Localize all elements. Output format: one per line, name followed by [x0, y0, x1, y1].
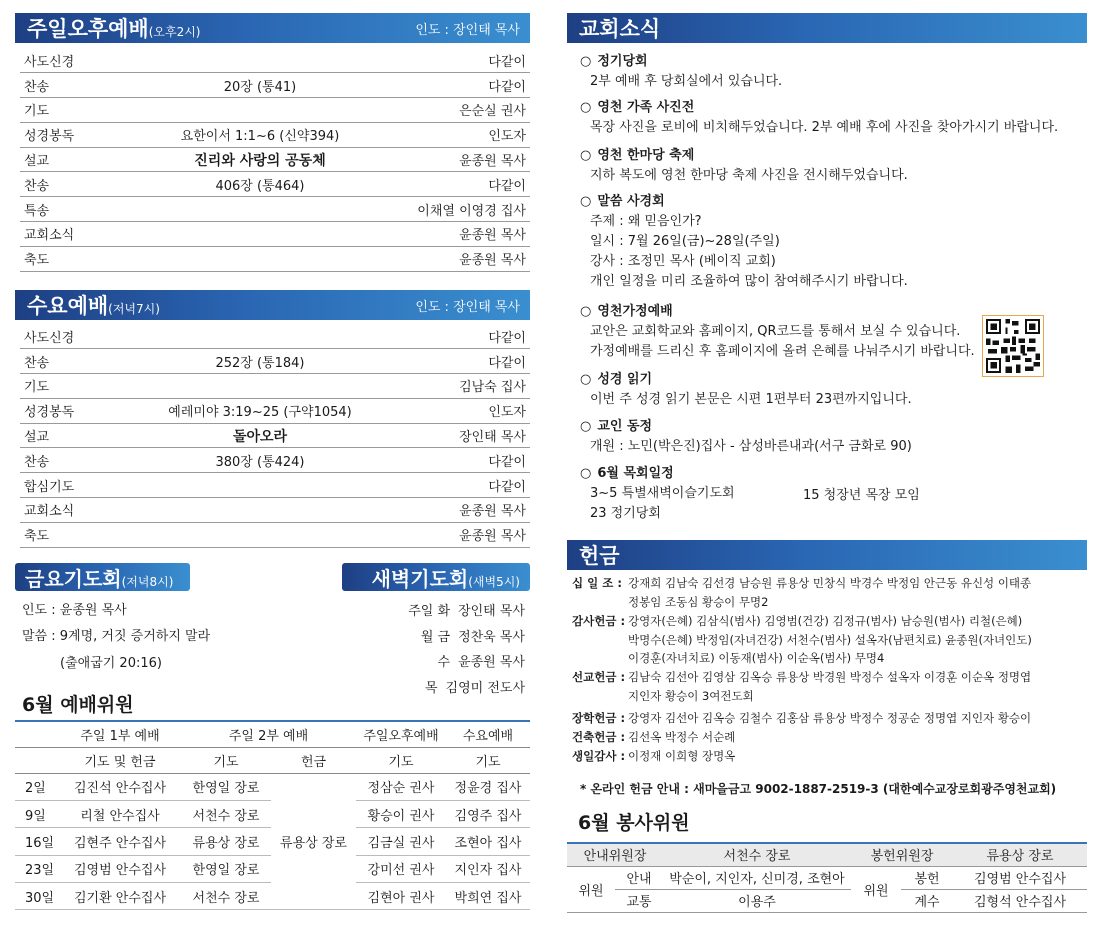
roster-head-sun2: 주일 2부 예배	[181, 721, 356, 747]
order-person: 윤종원 목사	[380, 147, 530, 172]
offering-line	[572, 612, 1032, 631]
dawn-row	[380, 674, 525, 700]
order-content: 요한이서 1:1~6 (신약394)	[140, 122, 380, 147]
dawn-person: 윤종원 목사	[458, 655, 525, 671]
order-row	[20, 398, 530, 423]
dawn-schedule	[380, 597, 525, 699]
order-person: 인도자	[380, 122, 530, 147]
roster-row	[15, 773, 530, 800]
offering-names: 강재희 김남숙 김선경 남승원 류용상 민창식 박경수 박정임 안근동 유신성 이태종	[628, 576, 1032, 590]
dawn-day: 월 금	[420, 629, 451, 645]
news-item-line: 개원 : 노민(박은진)집사 - 삼성바른내과(서구 금화로 90)	[590, 439, 912, 454]
service-role: 계수	[901, 889, 953, 912]
online-offering-notice: * 온라인 헌금 안내 : 새마을금고 9002-1887-2519-3 (대한예수교장로회광주영천교회)	[580, 782, 1057, 796]
offering-label: 건축헌금 :	[572, 730, 626, 744]
roster-head-sunpm: 주일오후예배	[356, 721, 446, 747]
order-item: 성경봉독	[20, 122, 140, 147]
roster-head-sun1: 주일 1부 예배	[59, 721, 181, 747]
june-service-title: 6월 봉사위원	[578, 812, 690, 834]
offering-label: 선교헌금 :	[572, 670, 626, 684]
news-item-title: ○ 6월 목회일정	[580, 464, 735, 484]
news-item-title: ○ 영천 한마당 축제	[580, 146, 908, 166]
news-item-title: ○ 영천 가족 사진전	[580, 98, 1058, 118]
news-item-line: 지하 복도에 영천 한마당 축제 사진을 전시해두었습니다.	[590, 168, 908, 183]
offering-names: 박명수(은혜) 박정임(자녀건강) 서천수(범사) 설옥자(남편치료) 윤종원(자녀인도)	[628, 632, 1032, 647]
friday-header	[15, 563, 190, 591]
order-content: 돌아오라	[140, 423, 380, 448]
roster-sub-5: 기도	[446, 747, 530, 773]
roster-sun2: 한영일 장로	[181, 855, 271, 882]
news-item	[580, 98, 1058, 138]
offering-row	[572, 612, 1032, 668]
roster-sun2: 서천수 장로	[181, 800, 271, 827]
offering-row	[572, 709, 1031, 728]
roster-sunpm: 김금실 권사	[356, 828, 446, 855]
dawn-day: 수	[437, 655, 451, 671]
service-group-label: 위원	[851, 866, 901, 912]
order-item: 특송	[20, 197, 140, 222]
order-row	[20, 48, 530, 73]
order-content	[140, 498, 380, 523]
roster-date: 23일	[15, 855, 59, 882]
offering-header	[567, 540, 1087, 570]
friday-scripture-ref: (출애굽기 20:16)	[60, 656, 162, 671]
service-role: 안내	[615, 866, 663, 889]
offering-row	[572, 668, 1031, 705]
news-item	[580, 302, 975, 362]
order-item: 찬송	[20, 349, 140, 374]
order-person: 윤종원 목사	[380, 498, 530, 523]
roster-date: 2일	[15, 773, 59, 800]
order-content: 예레미야 3:19~25 (구약1054)	[140, 398, 380, 423]
offering-line	[572, 649, 1032, 668]
order-person: 인도자	[380, 398, 530, 423]
friday-leader: 인도 : 윤종원 목사	[22, 603, 127, 618]
news-header	[567, 13, 1087, 43]
roster-wed: 지인자 집사	[446, 855, 530, 882]
news-item-line: 개인 일정을 미리 조율하여 많이 참여해주시기 바랍니다.	[590, 274, 908, 289]
order-item: 합심기도	[20, 473, 140, 498]
order-row	[20, 246, 530, 271]
roster-head-wed: 수요예배	[446, 721, 530, 747]
order-person: 장인태 목사	[380, 423, 530, 448]
order-person: 다같이	[380, 473, 530, 498]
order-content: 252장 (통184)	[140, 349, 380, 374]
order-content	[140, 324, 380, 349]
roster-wed: 조현아 집사	[446, 828, 530, 855]
news-item-line: 이번 주 성경 읽기 본문은 시편 1편부터 23편까지입니다.	[590, 392, 912, 407]
roster-sun2: 서천수 장로	[181, 883, 271, 910]
offering-line	[572, 728, 735, 747]
order-item: 찬송	[20, 172, 140, 197]
order-row	[20, 147, 530, 172]
dawn-person: 정찬욱 목사	[458, 629, 525, 645]
order-row	[20, 374, 530, 399]
order-row	[20, 349, 530, 374]
order-row	[20, 324, 530, 349]
roster-wed: 김영주 집사	[446, 800, 530, 827]
news-item-line: 3~5 특별새벽이슬기도회	[590, 486, 735, 501]
qr-code-icon	[986, 319, 1040, 373]
dawn-person: 장인태 목사	[458, 604, 525, 620]
news-item-title: ○ 교인 동정	[580, 417, 912, 437]
news-item-title: ○ 영천가정예배	[580, 302, 975, 322]
order-content: 진리와 사랑의 공동체	[140, 147, 380, 172]
sunday-pm-title: 주일오후예배(오후2시)	[27, 17, 201, 41]
dawn-header	[342, 563, 530, 591]
order-row	[20, 498, 530, 523]
news-item	[580, 52, 782, 92]
news-item-title: ○ 말씀 사경회	[580, 192, 908, 212]
order-row	[20, 473, 530, 498]
roster-sub-2: 기도	[181, 747, 271, 773]
wednesday-leader: 인도 : 장인태 목사	[415, 299, 520, 315]
sunday-pm-order-table	[20, 48, 530, 272]
order-row	[20, 522, 530, 547]
offering-line	[572, 687, 1031, 706]
june-service-table	[567, 842, 1087, 913]
wednesday-title: 수요예배(저녁7시)	[27, 294, 160, 318]
offering-label: 감사헌금 :	[572, 614, 626, 628]
roster-wed: 박희연 집사	[446, 883, 530, 910]
offering-label: 장학헌금 :	[572, 711, 626, 725]
news-item-line: 23 정기당회	[590, 506, 661, 521]
offering-line	[572, 709, 1031, 728]
order-person: 다같이	[380, 448, 530, 473]
sunday-pm-leader: 인도 : 장인태 목사	[415, 22, 520, 38]
offering-names: 김남숙 김선아 김영삼 김옥승 류용상 박경원 박정수 설옥자 이경훈 이순옥 정명엽	[628, 670, 1032, 684]
roster-sunpm: 황승이 권사	[356, 800, 446, 827]
news-item-line: 목장 사진을 로비에 비치해두었습니다. 2부 예배 후에 사진을 찾아가시기 바랍니다.	[590, 120, 1059, 135]
wednesday-header	[15, 290, 530, 320]
order-item: 사도신경	[20, 324, 140, 349]
order-content: 20장 (통41)	[140, 73, 380, 98]
order-item: 교회소식	[20, 222, 140, 247]
order-person: 윤종원 목사	[380, 222, 530, 247]
order-item: 축도	[20, 246, 140, 271]
order-item: 기도	[20, 98, 140, 123]
news-item-line: 2부 예배 후 당회실에서 있습니다.	[590, 74, 783, 89]
order-person: 다같이	[380, 172, 530, 197]
dawn-person: 김영미 전도사	[445, 680, 525, 696]
order-row	[20, 122, 530, 147]
order-content	[140, 48, 380, 73]
offering-line	[572, 593, 1031, 612]
offering-title: 헌금	[579, 544, 620, 568]
dawn-title: 새벽기도회(새벽5시)	[371, 566, 520, 591]
offering-names: 이정재 이희형 장명옥	[628, 749, 736, 763]
service-guide-chair-name: 서천수 장로	[663, 843, 851, 866]
offering-names: 김선옥 박정수 서순례	[628, 730, 736, 744]
order-row	[20, 73, 530, 98]
offering-names: 지인자 황승이 3여전도회	[628, 688, 754, 703]
offering-line	[572, 631, 1032, 650]
offering-names: 정봉임 조동심 황승이 무명2	[628, 594, 769, 609]
offering-line	[572, 668, 1031, 687]
sunday-pm-header	[15, 13, 530, 43]
order-item: 찬송	[20, 448, 140, 473]
offering-label: 십 일 조 :	[572, 576, 622, 590]
roster-sub-3: 헌금	[271, 747, 356, 773]
offering-label: 생일감사 :	[572, 749, 626, 763]
order-item: 성경봉독	[20, 398, 140, 423]
order-content	[140, 374, 380, 399]
roster-sun2: 한영일 장로	[181, 773, 271, 800]
news-item-line: 강사 : 조정민 목사 (베이직 교회)	[590, 254, 776, 269]
service-head-guide-chair: 안내위원장	[567, 843, 663, 866]
order-content: 380장 (통424)	[140, 448, 380, 473]
offering-row	[572, 574, 1031, 611]
wednesday-order-table	[20, 324, 530, 548]
june-worship-title: 6월 예배위원	[22, 694, 134, 716]
order-content	[140, 473, 380, 498]
roster-sub-1: 기도 및 헌금	[59, 747, 181, 773]
order-item: 기도	[20, 374, 140, 399]
roster-sun1: 김현주 안수집사	[59, 828, 181, 855]
service-group-label: 위원	[567, 866, 615, 912]
dawn-day: 주일 화	[408, 604, 451, 620]
news-item-title: ○ 정기당회	[580, 52, 782, 72]
roster-sun2: 류용상 장로	[181, 828, 271, 855]
order-item: 교회소식	[20, 498, 140, 523]
news-item	[580, 464, 735, 524]
order-content	[140, 197, 380, 222]
service-offering-chair-name: 류용상 장로	[953, 843, 1087, 866]
offering-names: 이경훈(자녀치료) 이동재(범사) 이순옥(범사) 무명4	[628, 651, 885, 665]
dawn-day: 목	[424, 680, 438, 696]
dawn-row	[380, 648, 525, 674]
roster-sunpm: 정삼순 권사	[356, 773, 446, 800]
service-role: 봉헌	[901, 866, 953, 889]
friday-word: 말씀 : 9계명, 거짓 증거하지 말라	[22, 629, 211, 644]
roster-date: 30일	[15, 883, 59, 910]
news-title: 교회소식	[579, 17, 661, 41]
friday-title: 금요기도회(저녁8시)	[25, 566, 174, 591]
order-row	[20, 98, 530, 123]
roster-sun1: 리철 안수집사	[59, 800, 181, 827]
order-item: 축도	[20, 522, 140, 547]
offering-row	[572, 728, 735, 747]
offering-names: 강영자 김선아 김옥승 김철수 김홍삼 류용상 박정수 정공순 정명엽 지인자 황승이	[628, 711, 1032, 725]
qr-code[interactable]	[982, 315, 1044, 377]
order-item: 설교	[20, 147, 140, 172]
order-row	[20, 222, 530, 247]
order-person: 은순실 권사	[380, 98, 530, 123]
news-item-line: 가정예배를 드리신 후 홈페이지에 올려 은혜를 나눠주시기 바랍니다.	[590, 344, 975, 359]
offering-row	[572, 747, 735, 766]
dawn-row	[380, 623, 525, 649]
offering-line	[572, 747, 735, 766]
order-person: 다같이	[380, 324, 530, 349]
order-item: 사도신경	[20, 48, 140, 73]
order-content	[140, 246, 380, 271]
service-names: 박순이, 지인자, 신미경, 조현아	[663, 866, 851, 889]
roster-date: 16일	[15, 828, 59, 855]
roster-wed: 정윤경 집사	[446, 773, 530, 800]
service-names: 김영범 안수집사	[953, 866, 1087, 889]
order-person: 다같이	[380, 48, 530, 73]
roster-sunpm: 김현아 권사	[356, 883, 446, 910]
roster-sun1: 김진석 안수집사	[59, 773, 181, 800]
order-person: 다같이	[380, 73, 530, 98]
order-content	[140, 522, 380, 547]
service-names: 이용주	[663, 889, 851, 912]
order-person: 윤종원 목사	[380, 246, 530, 271]
order-row	[20, 172, 530, 197]
news-item-line: 교안은 교회학교와 홈페이지, QR코드를 통해서 보실 수 있습니다.	[590, 324, 961, 339]
news-item-extra: 15 청장년 목장 모임	[803, 488, 920, 503]
order-content	[140, 98, 380, 123]
roster-date: 9일	[15, 800, 59, 827]
order-content	[140, 222, 380, 247]
order-row	[20, 448, 530, 473]
news-item	[580, 370, 912, 410]
order-person: 이채열 이영경 집사	[380, 197, 530, 222]
offering-line	[572, 574, 1031, 593]
news-item	[580, 192, 908, 292]
order-person: 김남숙 집사	[380, 374, 530, 399]
news-item-line: 주제 : 왜 믿음인가?	[590, 214, 702, 229]
service-names: 김형석 안수집사	[953, 889, 1087, 912]
order-row	[20, 197, 530, 222]
service-head-offering-chair: 봉헌위원장	[851, 843, 953, 866]
order-item: 찬송	[20, 73, 140, 98]
order-content: 406장 (통464)	[140, 172, 380, 197]
roster-sub-4: 기도	[356, 747, 446, 773]
order-item: 설교	[20, 423, 140, 448]
roster-sun1: 김영범 안수집사	[59, 855, 181, 882]
dawn-row	[380, 597, 525, 623]
news-item	[580, 417, 912, 457]
news-item	[580, 146, 908, 186]
news-item-line: 일시 : 7월 26일(금)~28일(주일)	[590, 234, 780, 249]
order-row	[20, 423, 530, 448]
offering-names: 강영자(은혜) 김삼식(범사) 김영범(건강) 김정규(범사) 남승원(범사) 리철(은혜)	[628, 614, 1023, 628]
roster-offering: 류용상 장로	[271, 773, 356, 910]
service-role: 교통	[615, 889, 663, 912]
news-item-title: ○ 성경 읽기	[580, 370, 912, 390]
order-person: 다같이	[380, 349, 530, 374]
roster-sunpm: 강미선 권사	[356, 855, 446, 882]
roster-sun1: 김기환 안수집사	[59, 883, 181, 910]
june-worship-table	[15, 720, 530, 910]
order-person: 윤종원 목사	[380, 522, 530, 547]
